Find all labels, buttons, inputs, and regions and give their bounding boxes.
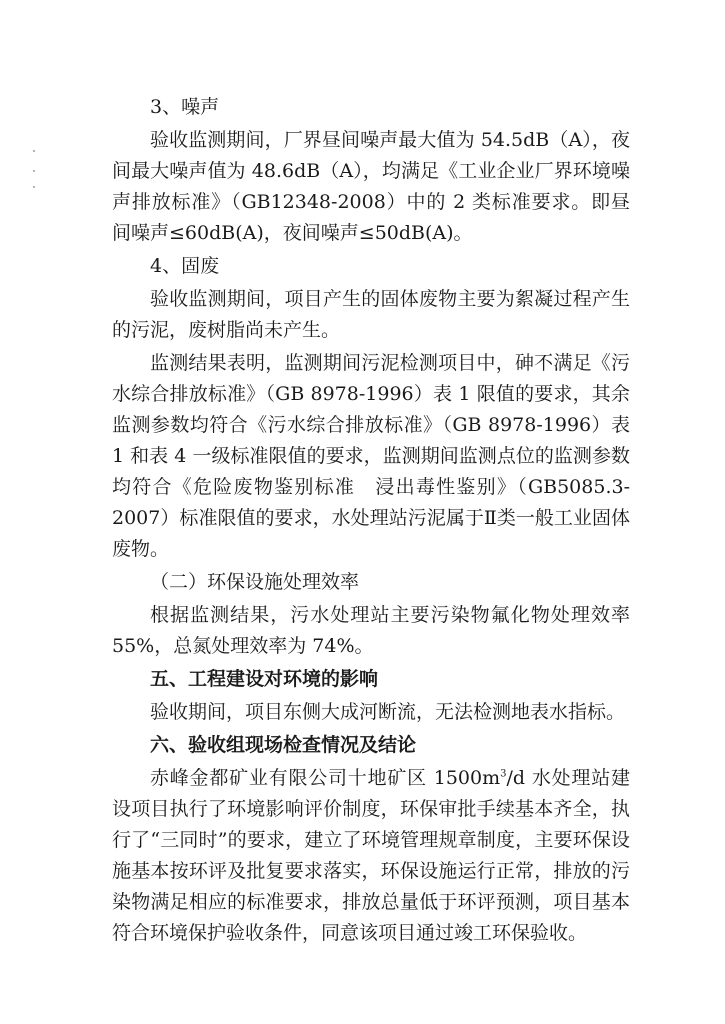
document-body bbox=[112, 92, 630, 951]
solid-waste-paragraph-2: 监测结果表明，监测期间污泥检测项目中，砷不满足《污水综合排放标准》（GB 8978-1996）表 1 限值的要求，其余监测参数均符合《污水综合排放标准》（GB 8978-1996）表 1 和表 4 一级标准限值的要求，监测期间监测点位的监测参数均符合《危险废物鉴别标准 浸出毒性鉴别》（GB5085.3-2007）标准限值的要求，水处理站污泥属于Ⅱ类一般工业固体废物。 bbox=[112, 352, 630, 560]
cubic-superscript: 3 bbox=[500, 768, 507, 780]
noise-paragraph: 验收监测期间，厂界昼间噪声最大值为 54.5dB（A），夜间最大噪声值为 48.6dB（A），均满足《工业企业厂界环境噪声排放标准》（GB12348-2008）中的 2 类标准要求。即昼间噪声≤60dB(A)，夜间噪声≤50dB(A)。 bbox=[112, 129, 630, 244]
conclusion-text-start: 赤峰金都矿业有限公司十地矿区 1500m bbox=[150, 767, 501, 789]
scan-mark bbox=[33, 150, 35, 152]
noise-heading: 3、噪声 bbox=[150, 96, 220, 118]
section-five-paragraph: 验收期间，项目东侧大成河断流，无法检测地表水指标。 bbox=[150, 701, 626, 723]
section-five-heading: 五、工程建设对环境的影响 bbox=[150, 668, 379, 690]
scan-mark bbox=[33, 170, 35, 172]
conclusion-text-rest: /d 水处理站建设项目执行了环境影响评价制度，环保审批手续基本齐全，执行了“三同时”的要求，建立了环境管理规章制度，主要环保设施基本按环评及批复要求落实，环保设施运行正常，排放的污染物满足相应的标准要求，排放总量低于环评预测，项目基本符合环境保护验收条件，同意该项目通过竣工环保验收。 bbox=[112, 767, 630, 944]
solid-waste-paragraph-1: 验收监测期间，项目产生的固体废物主要为絮凝过程产生的污泥，废树脂尚未产生。 bbox=[112, 288, 630, 341]
solid-waste-heading: 4、固废 bbox=[150, 255, 220, 277]
section-six-heading: 六、验收组现场检查情况及结论 bbox=[150, 734, 417, 756]
efficiency-heading: （二）环保设施处理效率 bbox=[150, 571, 360, 593]
scan-mark bbox=[33, 186, 35, 188]
efficiency-paragraph: 根据监测结果，污水处理站主要污染物氟化物处理效率 55%，总氮处理效率为 74%。 bbox=[112, 604, 630, 657]
section-six-paragraph bbox=[112, 763, 630, 949]
